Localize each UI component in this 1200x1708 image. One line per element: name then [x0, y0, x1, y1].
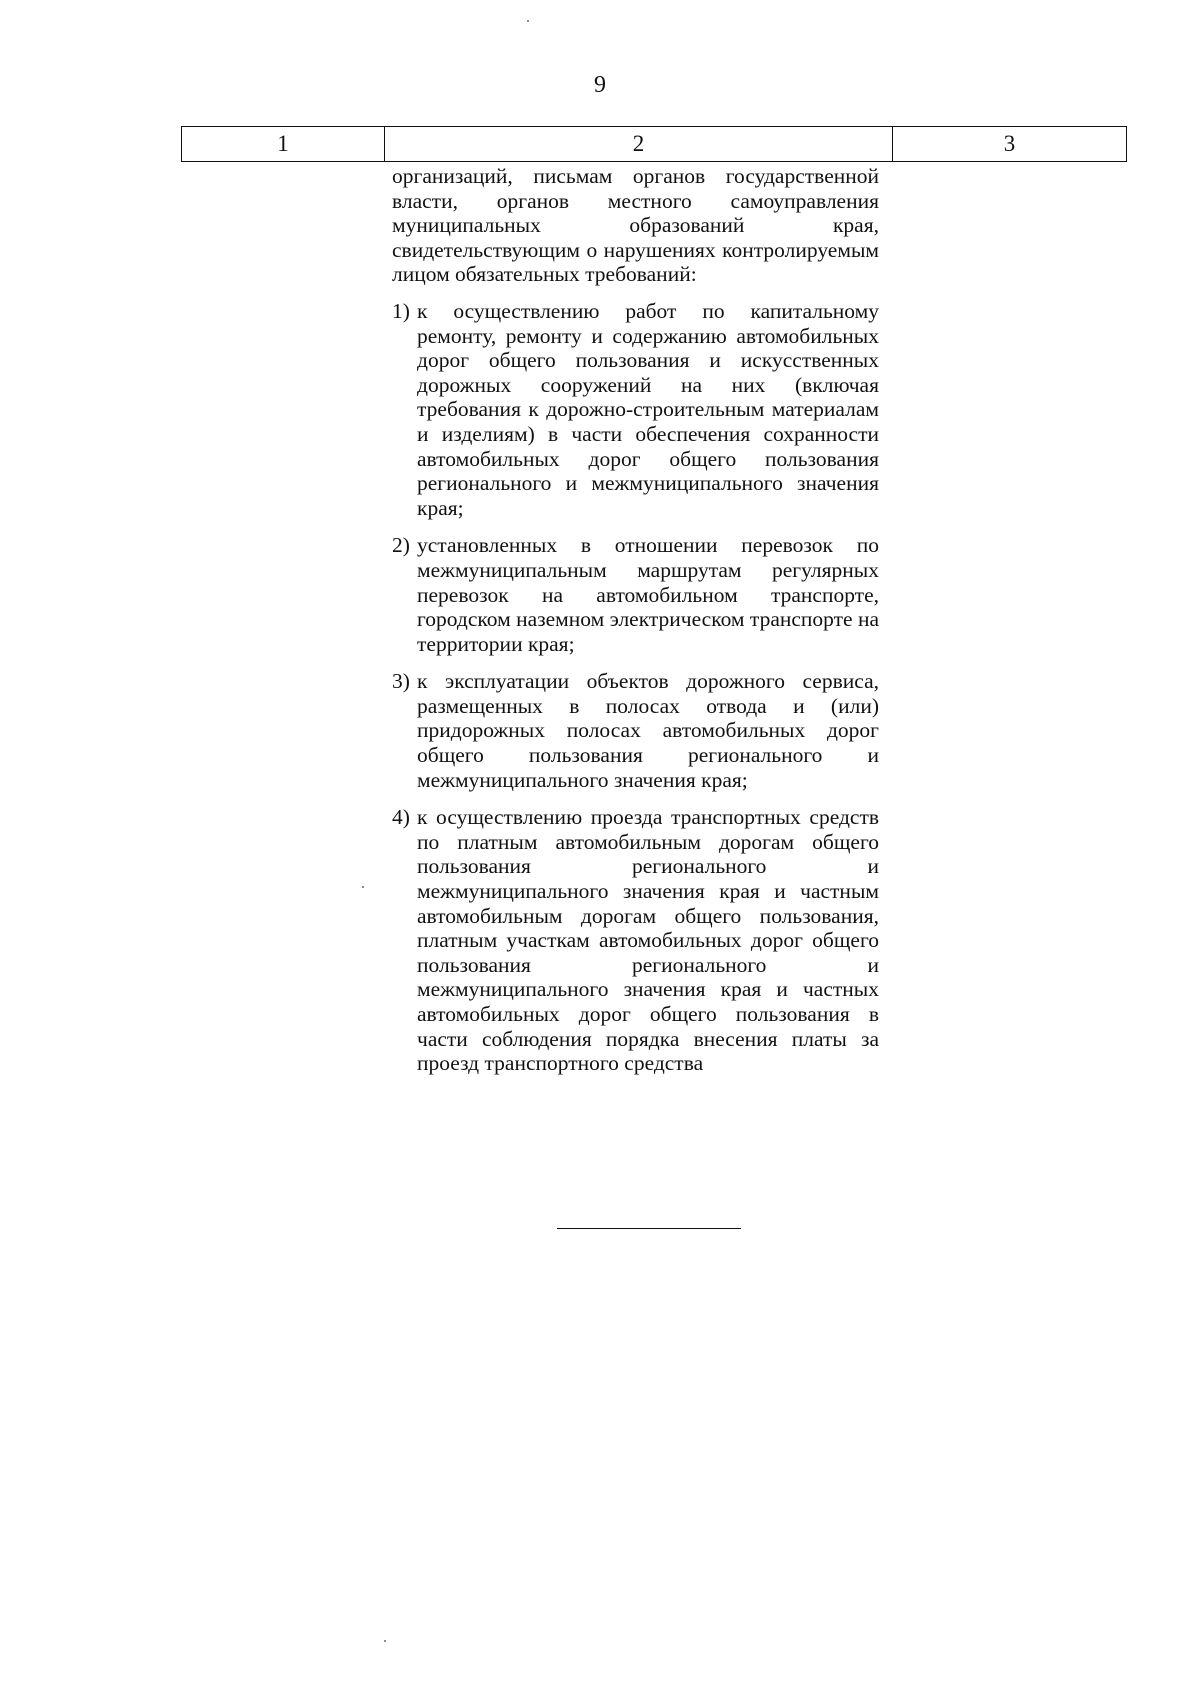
scan-speck — [362, 886, 364, 888]
list-item-1 — [392, 299, 879, 520]
intro-paragraph: организаций, письмам органов государственной власти, органов местного самоуправления муниципальных образований края, свидетельствующим о нарушениях контролируемым лицом обязательных требований: — [392, 164, 879, 287]
list-item-number: 2) — [392, 533, 410, 558]
column-header-table — [181, 126, 1127, 162]
column-header-2: 2 — [385, 127, 893, 162]
column-header-row — [182, 127, 1127, 162]
end-of-text-rule — [557, 1228, 741, 1229]
scan-speck — [527, 20, 529, 22]
list-item-4 — [392, 805, 879, 1076]
list-item-text: к осуществлению проезда транспортных средств по платным автомобильным дорогам общего пользования регионального и межмуниципального значения края и частным автомобильным дорогам общего пользования, платным участкам автомобильных дорог общего пользования регионального и межмуниципального значения края и частных автомобильных дорог общего пользования в части соблюдения порядка внесения платы за проезд транспортного средства — [417, 805, 879, 1076]
list-item-text: установленных в отношении перевозок по межмуниципальным маршрутам регулярных перевозок на автомобильном транспорте, городском наземном электрическом транспорте на территории края; — [417, 533, 879, 656]
column-header-3: 3 — [893, 127, 1127, 162]
list-item-text: к эксплуатации объектов дорожного сервиса, размещенных в полосах отвода и (или) придорожных полосах автомобильных дорог общего пользования регионального и межмуниципального значения края; — [417, 669, 879, 792]
scan-speck — [384, 1640, 386, 1642]
list-item-3 — [392, 669, 879, 792]
column-header-1: 1 — [182, 127, 385, 162]
list-item-number: 1) — [392, 298, 410, 323]
list-item-number: 4) — [392, 805, 410, 830]
page-number: 9 — [594, 72, 606, 98]
list-item-text: к осуществлению работ по капитальному ремонту, ремонту и содержанию автомобильных дорог общего пользования и искусственных дорожных сооружений на них (включая требования к дорожно-строительным материалам и изделиям) в части обеспечения сохранности автомобильных дорог общего пользования регионального и межмуниципального значения края; — [417, 298, 879, 520]
list-item-number: 3) — [392, 669, 410, 694]
list-item-2 — [392, 533, 879, 656]
column-2-content — [392, 164, 879, 1089]
